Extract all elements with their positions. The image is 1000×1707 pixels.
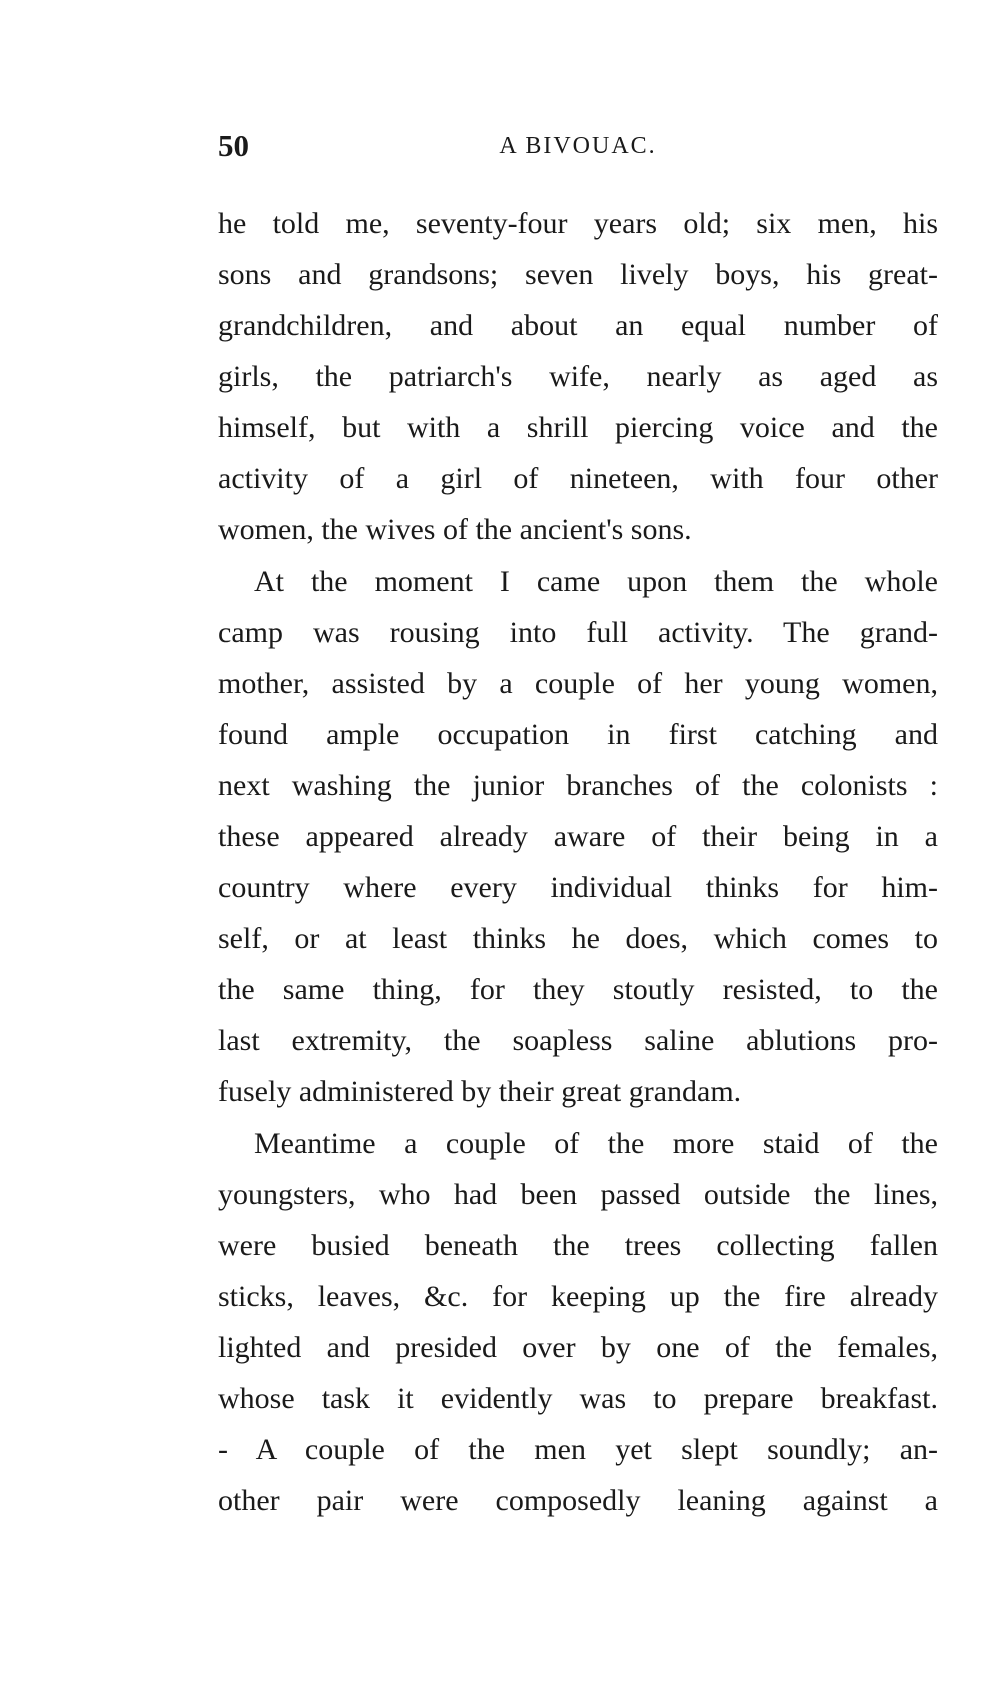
text-line: other pair were composedly leaning against a [218,1484,938,1517]
text-line: activity of a girl of nineteen, with four other [218,462,938,495]
text-line: - A couple of the men yet slept soundly; an- [218,1433,938,1466]
text-line: camp was rousing into full activity. The grand- [218,616,938,649]
running-head [218,126,938,166]
text-line: these appeared already aware of their being in a [218,820,938,853]
running-title: A BIVOUAC. [499,133,657,159]
text-line: found ample occupation in first catching and [218,718,938,751]
text-line: the same thing, for they stoutly resisted, to the [218,973,938,1006]
text-line: women, the wives of the ancient's sons. [218,513,692,546]
text-line: last extremity, the soapless saline ablutions pro- [218,1024,938,1057]
text-line: Meantime a couple of the more staid of the [254,1127,938,1160]
text-line: mother, assisted by a couple of her young women, [218,667,938,700]
text-line: self, or at least thinks he does, which comes to [218,922,938,955]
text-line: next washing the junior branches of the colonists : [218,769,938,802]
text-line: whose task it evidently was to prepare breakfast. [218,1382,938,1415]
text-line: sons and grandsons; seven lively boys, his great- [218,258,938,291]
paragraph-2 [218,556,938,1117]
text-line: himself, but with a shrill piercing voice and the [218,411,938,444]
paragraph-1 [218,198,938,555]
text-line: At the moment I came upon them the whole [254,565,938,598]
page-number: 50 [218,128,249,163]
text-line: youngsters, who had been passed outside the lines, [218,1178,938,1211]
text-line: he told me, seventy-four years old; six men, his [218,207,938,240]
body-text [218,198,938,1526]
text-line: girls, the patriarch's wife, nearly as aged as [218,360,938,393]
text-line: country where every individual thinks for him- [218,871,938,904]
text-line: sticks, leaves, &c. for keeping up the fire already [218,1280,938,1313]
text-line: lighted and presided over by one of the females, [218,1331,938,1364]
paragraph-3 [218,1118,938,1526]
text-line: fusely administered by their great grandam. [218,1075,742,1108]
text-line: grandchildren, and about an equal number of [218,309,938,342]
text-line: were busied beneath the trees collecting fallen [218,1229,938,1262]
